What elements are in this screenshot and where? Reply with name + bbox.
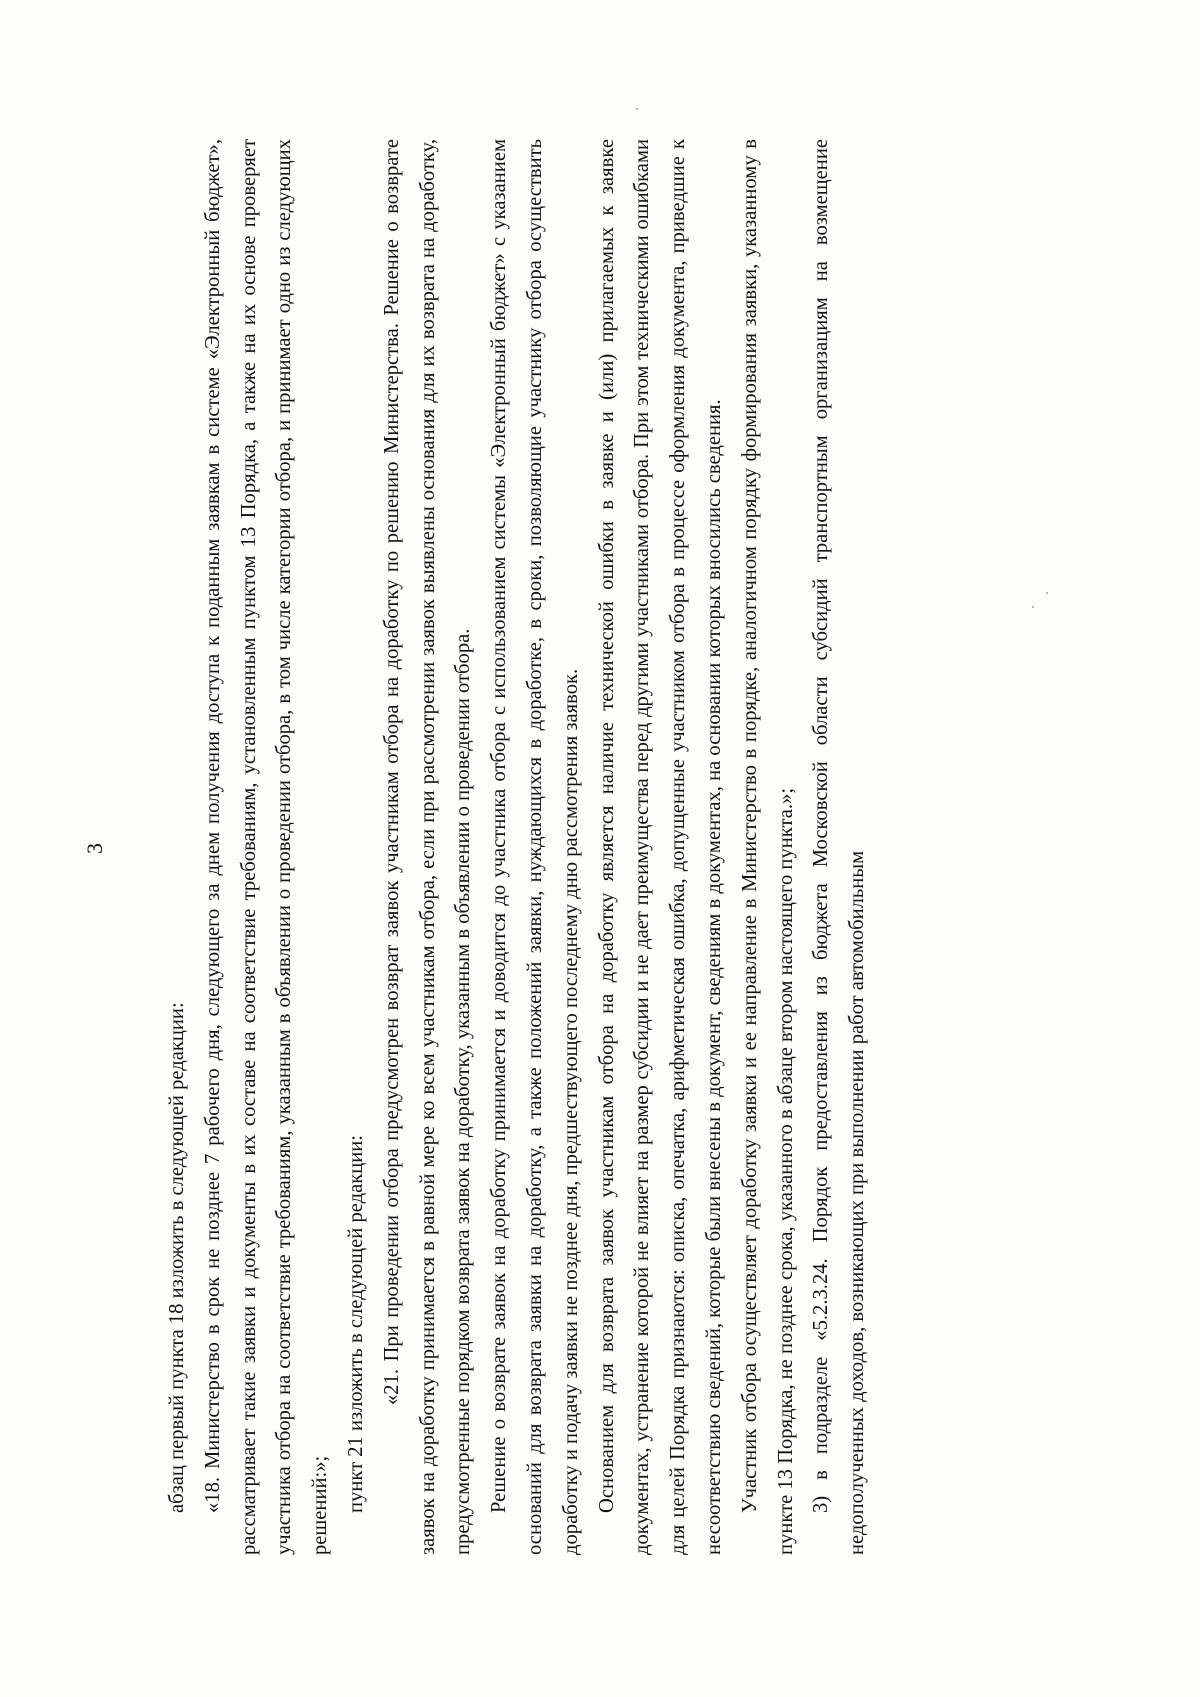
paragraph-amendment-intro-21: пункт 21 изложить в следующей редакции:	[344, 1134, 367, 1513]
paragraph-amendment-intro-18: абзац первый пункта 18 изложить в следующей редакции:	[166, 1002, 188, 1513]
paragraph-clause-18: «18. Министерство в срок не позднее 7 рабочего дня, следующего за днем получения доступа к поданным заявкам в системе «Электронный бюджет», рассматривает такие заявки и документы в их составе на соответствие требованиям, установленным пунктом 13 Порядка, а также на их основе проверяет участника отбора на соответствие требованиям, указанным в объявлении о проведении отбора, в том числе категории отбора, и принимает одно из следующих решений:»;	[201, 139, 332, 1555]
page-number: 3	[82, 843, 107, 854]
paragraph-return-grounds: Основанием для возврата заявок участникам отбора на доработку является наличие технической ошибки в заявке и (или) прилагаемых к заявке документах, устранение которой не влияет на размер субсидии и не дает преимущества перед другими участниками отбора. При этом техническими ошибками для целей Порядка признаются: описка, опечатка, арифметическая ошибка, допущенные участником отбора в процессе оформления документа, приведшие к несоответствию сведений, которые были внесены в документ, сведениям в документах, на основании которых вносились сведения.	[595, 139, 725, 1555]
paragraph-return-decision: Решение о возврате заявок на доработку принимается и доводится до участника отбора с использованием системы «Электронный бюджет» с указанием оснований для возврата заявки на доработку, а также положений заявки, нуждающихся в доработке, в сроки, позволяющие участнику отбора осуществить доработку и подачу заявки не позднее дня, предшествующего последнему дню рассмотрения заявок.	[488, 139, 582, 1555]
paragraph-subsection-5-2-3-24: 3) в подразделе «5.2.3.24. Порядок предоставления из бюджета Московской области субсидий транспортным организациям на возмещение недополученных доходов, возникающих при выполнении работ автомобильным	[810, 139, 869, 1555]
document-body	[160, 139, 876, 1555]
paragraph-revision-procedure: Участник отбора осуществляет доработку заявки и ее направление в Министерство в порядке, аналогичном порядку формирования заявки, указанному в пункте 13 Порядка, не позднее срока, указанного в абзаце втором настоящего пункта.»;	[738, 139, 797, 1555]
paragraph-clause-21: «21. При проведении отбора предусмотрен возврат заявок участникам отбора на доработку по решению Министерства. Решение о возврате заявок на доработку принимается в равной мере ко всем участникам отбора, если при рассмотрении заявок выявлены основания для их возврата на доработку, предусмотренные порядком возврата заявок на доработку, указанным в объявлении о проведении отбора.	[380, 139, 475, 1555]
